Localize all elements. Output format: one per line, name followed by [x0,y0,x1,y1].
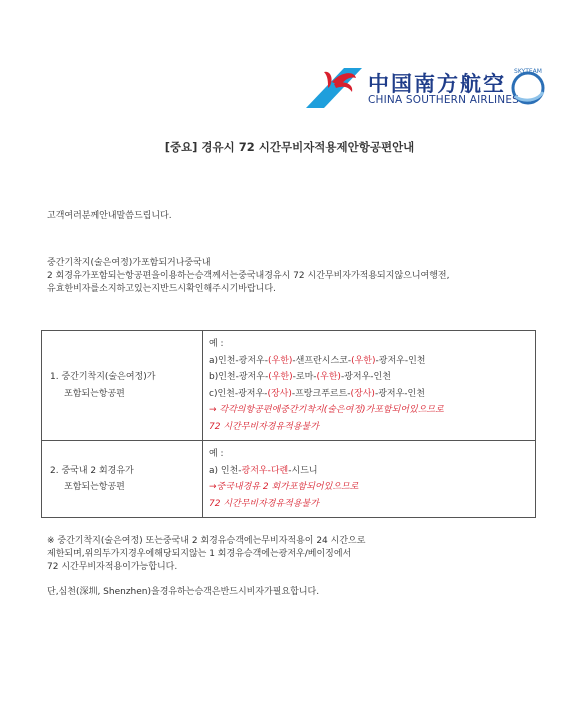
case-2-example-label: 예 : [209,449,224,459]
case-2-label-line-1: 2. 중국내 2 회경유가 [50,465,134,476]
notice-title: [중요] 경유시 72 시간무비자적용제안항공편안내 [164,140,415,154]
case-1-route-c: c)인천-광저우-(장사)-프랑크푸르트-(장사)-광저우-인천 [209,388,425,399]
footnote-line-2: 제한되며,위의두가지경우에해당되지않는 1 회경유승객에는광저우/베이징에서 [47,549,352,559]
greeting-text: 고객여러분께안내말씀드립니다. [47,211,172,221]
case-1-note-line-2: 72 시간무비자경유적용불가 [209,421,319,432]
table-row [42,331,536,441]
case-1-label-line-2: 포함되는항공편 [64,388,125,399]
intro-line-1: 중간기착지(술은여정)가포함되거나중국내 [47,258,211,268]
intro-line-3: 유효한비자를소지하고있는지반드시확인해주시기바랍니다. [47,284,276,294]
china-southern-logo [304,64,554,112]
table-row [42,441,536,518]
skyteam-icon [507,66,549,108]
kapok-flower-icon [304,64,364,110]
skyteam-label: SKYTEAM [514,68,542,75]
case-2-example-cell [203,441,536,518]
shenzhen-visa-note: 단,심천(深圳, Shenzhen)을경유하는승객은반드시비자가필요합니다. [47,587,320,597]
case-2-label-line-2: 포함되는항공편 [64,482,125,492]
case-1-label-cell [42,331,203,441]
footnote-line-1: ※ 중간기착지(술은여정) 또는중국내 2 회경유승객에는무비자적용이 24 시간으로 [47,536,366,546]
case-1-example-label: 예 : [209,339,224,349]
case-1-route-b: b)인천-광저우-(우한)-로마-(우한)-광저우-인천 [209,372,391,382]
case-2-route-a: a) 인천-광저우-다롄-시드니 [209,465,318,476]
logo-english-name: CHINA SOUTHERN AIRLINES [368,94,520,106]
case-1-example-cell [203,331,536,441]
intro-line-2: 2 회경유가포함되는항공편을이용하는승객께서는중국내경유시 72 시간무비자가적용되지않으니여행전, [47,271,450,281]
flight-cases-table [41,330,536,518]
case-1-route-a: a)인천-광저우-(우한)-샌프란시스코-(우한)-광저우-인천 [209,355,426,366]
case-1-label-line-1: 1. 중간기착지(술은여정)가 [50,372,156,382]
case-2-note-line-1: →중국내경유 2 회가포함되어있으므로 [209,482,359,492]
case-2-note-line-2: 72 시간무비자경유적용불가 [209,498,319,509]
case-2-label-cell [42,441,203,518]
footnote-line-3: 72 시간무비자적용이가능합니다. [47,562,178,572]
case-1-note-line-1: → 각각의항공편에중간기착지(술은여정)가포함되어있으므로 [209,405,444,415]
logo-chinese-name: 中国南方航空 [368,72,506,96]
